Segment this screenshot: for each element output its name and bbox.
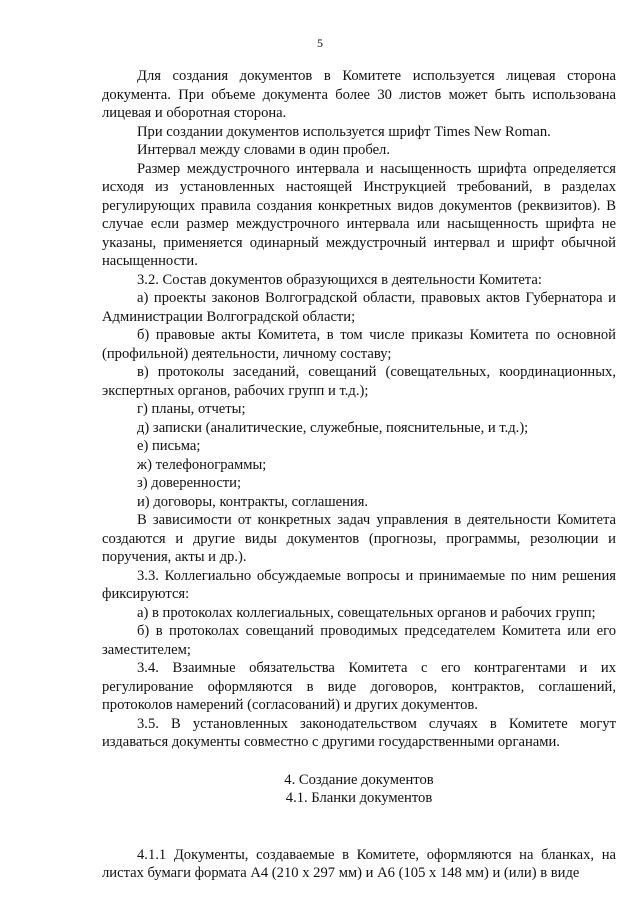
paragraph: 3.3. Коллегиально обсуждаемые вопросы и принимаемые по ним решения фиксируются: <box>102 567 616 602</box>
paragraph: 3.4. Взаимные обязательства Комитета с его контрагентами и их регулирование оформляются в виде договоров, контрактов, соглашений, протоколов намерений (согласований) и других документов. <box>102 660 616 713</box>
paragraph: Интервал между словами в один пробел. <box>137 142 390 158</box>
page-number: 5 <box>317 36 323 50</box>
paragraph: 4.1.1 Документы, создаваемые в Комитете, оформляются на бланках, на листах бумаги формата А4 (210 х 297 мм) и А6 (105 х 148 мм) и (или) в виде <box>102 846 616 881</box>
list-item: г) планы, отчеты; <box>137 401 246 417</box>
paragraph: При создании документов используется шрифт Times New Roman. <box>137 123 551 140</box>
paragraph: 3.2. Состав документов образующихся в деятельности Комитета: <box>137 271 542 288</box>
list-item: в) протоколы заседаний, совещаний (совещательных, координационных, экспертных органов, рабочих групп и т.д.); <box>102 364 616 399</box>
paragraph: Для создания документов в Комитете используется лицевая сторона документа. При объеме документа более 30 листов может быть использована лицевая и оборотная сторона. <box>102 68 616 121</box>
list-item: з) доверенности; <box>137 475 242 491</box>
list-item: а) проекты законов Волгоградской области, правовых актов Губернатора и Администрации Волгоградской области; <box>102 290 616 325</box>
list-item: и) договоры, контракты, соглашения. <box>137 493 369 510</box>
list-item: б) правовые акты Комитета, в том числе приказы Комитета по основной (профильной) деятельности, личному составу; <box>102 327 616 362</box>
paragraph: Размер междустрочного интервала и насыщенность шрифта определяется исходя из установленных настоящей Инструкцией требований, в разделах регулирующих правила создания конкретных видов документов (реквизитов). В случае если размер междустрочного интервала или насыщенность шрифта не указаны, применяется одинарный междустрочный интервал и шрифт обычной насыщенности. <box>102 160 616 269</box>
list-item: б) в протоколах совещаний проводимых председателем Комитета или его заместителем; <box>102 623 616 658</box>
spacer <box>102 752 616 771</box>
list-item: д) записки (аналитические, служебные, пояснительные, и т.д.); <box>137 419 529 436</box>
spacer <box>102 808 616 846</box>
paragraph: В зависимости от конкретных задач управления в деятельности Комитета создаются и другие виды документов (прогнозы, программы, резолюции и поручения, акты и др.). <box>102 512 616 565</box>
list-item: ж) телефонограммы; <box>137 456 267 473</box>
section-subheading: 4.1. Бланки документов <box>285 790 433 806</box>
document-body <box>102 67 616 883</box>
paragraph: 3.5. В установленных законодательством случаях в Комитете могут издаваться документы совместно с другими государственными органами. <box>102 715 616 750</box>
section-heading: 4. Создание документов <box>284 771 434 788</box>
list-item: а) в протоколах коллегиальных, совещательных органов и рабочих групп; <box>137 604 596 621</box>
list-item: е) письма; <box>137 438 201 454</box>
